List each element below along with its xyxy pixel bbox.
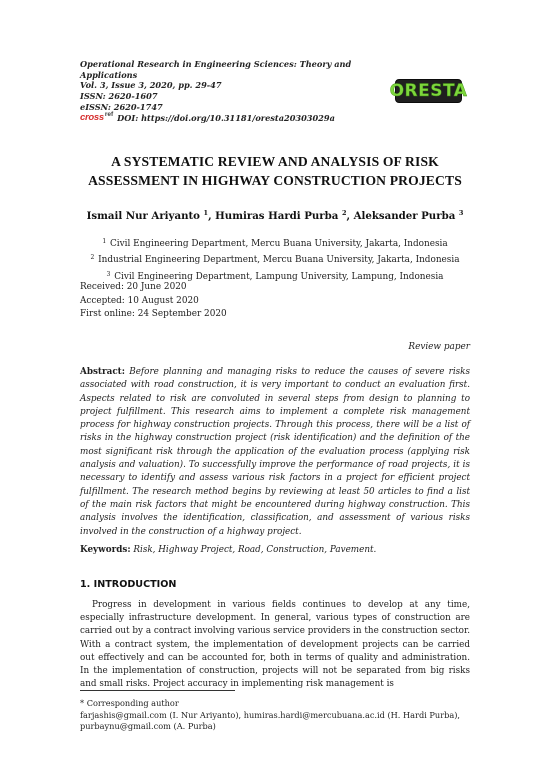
article-dates bbox=[80, 281, 227, 322]
affiliation-text: Industrial Engineering Department, Mercu Buana University, Jakarta, Indonesia bbox=[98, 255, 460, 266]
oresta-logo bbox=[389, 79, 468, 103]
affiliation bbox=[80, 235, 470, 251]
author-mark: 1 bbox=[203, 209, 209, 217]
crossref-ref-text: ref bbox=[104, 110, 114, 118]
footnote bbox=[80, 698, 480, 733]
keywords bbox=[80, 545, 470, 555]
author-emails-line-1: farjashis@gmail.com (I. Nur Ariyanto), humiras.hardi@mercubuana.ac.id (H. Hardi Purba), bbox=[80, 709, 461, 720]
crossref-logo bbox=[80, 110, 114, 124]
affiliation-text: Civil Engineering Department, Lampung University, Lampung, Indonesia bbox=[114, 271, 444, 282]
oresta-logo-text: ORESTA bbox=[389, 81, 468, 101]
paper-type: Review paper bbox=[408, 342, 470, 352]
affiliation-text: Civil Engineering Department, Mercu Buana University, Jakarta, Indonesia bbox=[109, 239, 448, 249]
abstract bbox=[80, 366, 470, 539]
paper-title bbox=[80, 152, 470, 190]
received-date: Received: 20 June 2020 bbox=[80, 282, 187, 292]
abstract-body: Before planning and managing risks to reduce the causes of severe risks associated with road construction, it is very important to conduct an evaluation first. Aspects related to risk are convoluted in several steps from design to planning to project fulfillment. This research aims to implement a complete risk management process for highway construction projects. Through this process, there will be a list of risks in the highway construction project (risk identification) and the definition of the most significant risk through the application of the evaluation process (applying risk analysis and valuation). To successfully improve the performance of road projects, it is necessary to identify and assess various risk factors in a project for efficient project fulfillment. The research method begins by reviewing at least 50 articles to find a list of the main risk factors that might be encountered during highway construction. This analysis involves the identification, classification, and assessment of various risks involved in the construction of a highway project. bbox=[80, 367, 471, 537]
affiliation-mark: 2 bbox=[90, 254, 95, 262]
author-mark: 3 bbox=[458, 209, 464, 217]
journal-header bbox=[80, 59, 380, 124]
affiliation-mark: 3 bbox=[106, 270, 111, 278]
author-name: Ismail Nur Ariyanto bbox=[86, 210, 204, 222]
corresponding-author-label: * Corresponding author bbox=[80, 698, 179, 708]
doi-link[interactable]: DOI: https://doi.org/10.31181/oresta20303029a bbox=[117, 112, 335, 123]
journal-eissn: eISSN: 2620-1747 bbox=[80, 101, 163, 112]
doi-line bbox=[80, 110, 380, 124]
author-list: Ismail Nur Ariyanto $^1$, Humiras Hardi Purba $^2$, Aleksander Purba $^3$ bbox=[86, 209, 464, 222]
intro-paragraph: Progress in development in various fields continues to develop at any time, especially infrastructure development. In general, various types of construction are carried out by a contract involving various service providers in the construction sector. With a contract system, the implementation of development projects can be carried out effectively and can be accounted for, both in terms of quality and administration. In the implementation of construction, projects will not be separated from big risks and small risks. Project accuracy in implementing risk management is bbox=[80, 600, 470, 690]
affiliation-mark: 1 bbox=[102, 238, 107, 245]
title-line-1: A SYSTEMATIC REVIEW AND ANALYSIS OF RISK bbox=[111, 154, 439, 169]
journal-issn: ISSN: 2620-1607 bbox=[80, 91, 158, 102]
title-line-2: ASSESSMENT IN HIGHWAY CONSTRUCTION PROJECTS bbox=[88, 173, 462, 188]
footnote-divider bbox=[80, 690, 235, 691]
section-heading: 1. INTRODUCTION bbox=[80, 579, 177, 590]
affiliations bbox=[80, 235, 470, 284]
journal-name: Operational Research in Engineering Sciences: Theory and Applications bbox=[80, 59, 352, 80]
keywords-label: Keywords: bbox=[80, 545, 131, 555]
keywords-body: Risk, Highway Project, Road, Construction, Pavement. bbox=[133, 545, 377, 555]
journal-volume: Vol. 3, Issue 3, 2020, pp. 29-47 bbox=[80, 80, 222, 91]
author-name: Aleksander Purba bbox=[353, 210, 459, 222]
author-mark: 2 bbox=[341, 209, 347, 217]
affiliation bbox=[80, 251, 470, 267]
author-emails-line-2: purbaynu@gmail.com (A. Purba) bbox=[80, 721, 216, 732]
crossref-cross-text: cross bbox=[80, 111, 104, 123]
accepted-date: Accepted: 10 August 2020 bbox=[80, 295, 199, 306]
author-name: Humiras Hardi Purba bbox=[215, 210, 342, 222]
abstract-label: Abstract: bbox=[80, 367, 125, 377]
online-date: First online: 24 September 2020 bbox=[80, 309, 227, 320]
